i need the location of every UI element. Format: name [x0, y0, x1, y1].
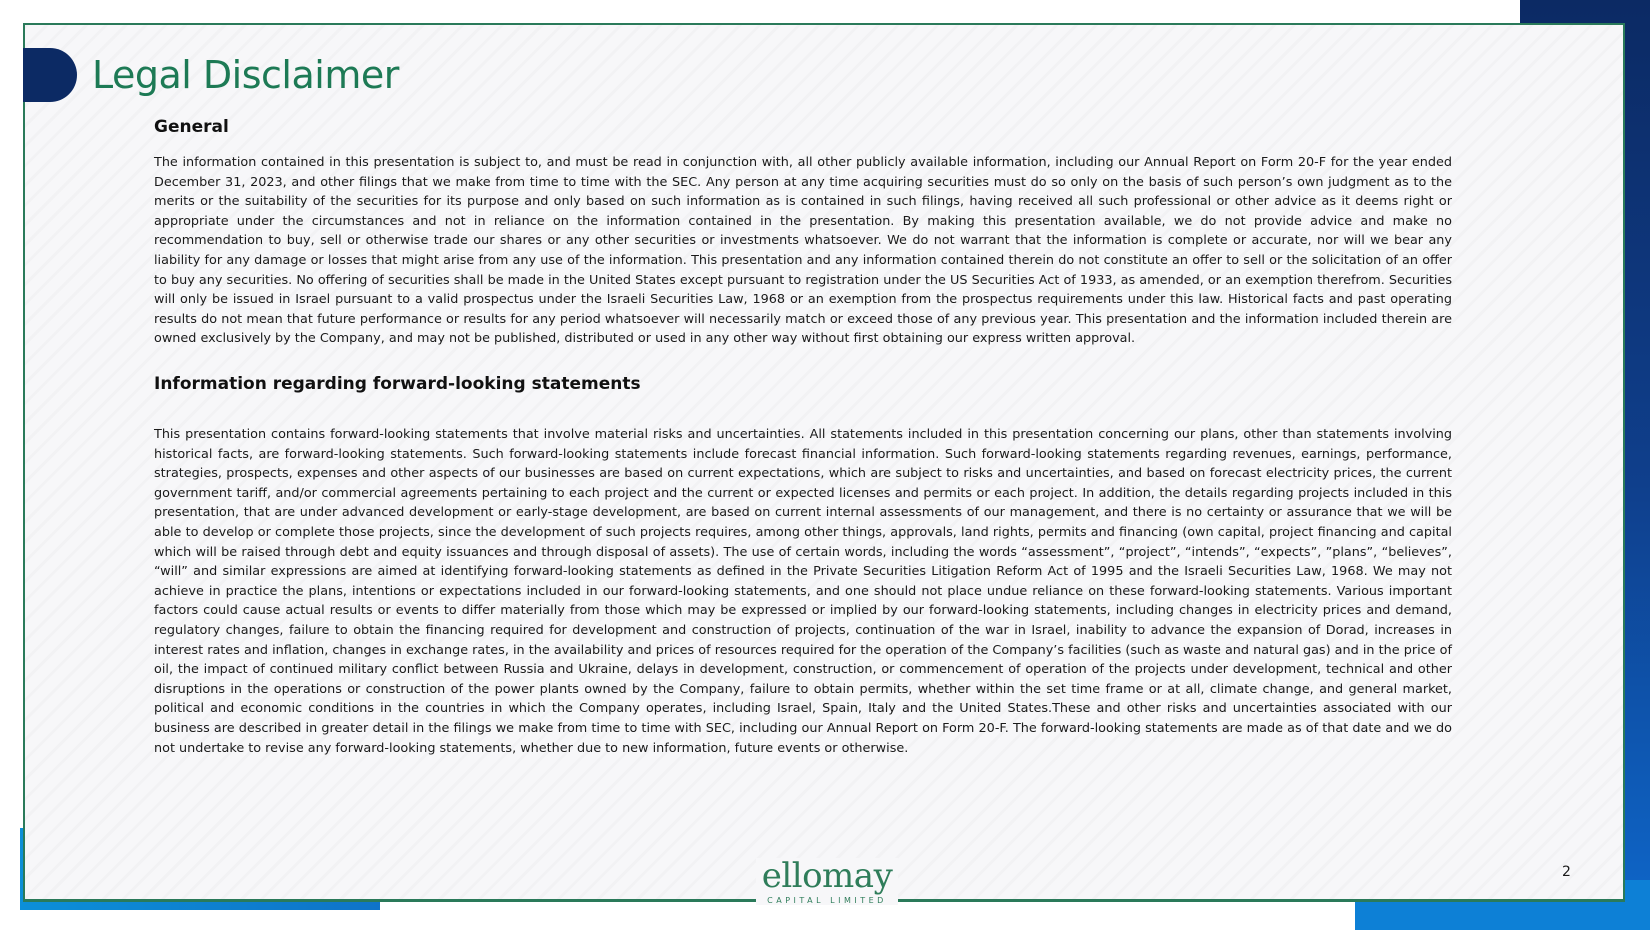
page-title: Legal Disclaimer: [92, 53, 399, 97]
section-heading-forward-looking: Information regarding forward-looking statements: [154, 374, 641, 394]
logo-subtext: CAPITAL LIMITED: [767, 896, 887, 905]
page-number: 2: [1562, 864, 1571, 880]
company-logo: [756, 858, 898, 905]
section-heading-general: General: [154, 117, 229, 137]
footer-divider-left: [23, 900, 756, 902]
logo-wordmark: ellomay: [761, 856, 893, 896]
section-body-forward-looking: This presentation contains forward-looking statements that involve material risks and uncertainties. All statements included in this presentation concerning our plans, other than statements involving historical facts, are forward-looking statements. Such forward-looking statements include forecast financial information. Such forward-looking statements regarding revenues, earnings, performance, strategies, prospects, expenses and other aspects of our businesses are based on current expectations, which are subject to risks and uncertainties, and based on forecast electricity prices, the current government tariff, and/or commercial agreements pertaining to each project and the current or expected licenses and permits or each project. In addition, the details regarding projects included in this presentation, that are under advanced development or early-stage development, are based on current internal assessments of our management, and there is no certainty or assurance that we will be able to develop or complete those projects, since the development of such projects requires, among other things, approvals, land rights, permits and financing (own capital, project financing and capital which will be raised through debt and equity issuances and through disposal of assets). The use of certain words, including the words “assessment”, “project”, “intends”, “expects”, ”plans”, “believes”, “will” and similar expressions are aimed at identifying forward-looking statements as defined in the Private Securities Litigation Reform Act of 1995 and the Israeli Securities Law, 1968. We may not achieve in practice the plans, intentions or expectations included in our forward-looking statements, and one should not place undue reliance on these forward-looking statements. Various important factors could cause actual results or events to differ materially from those which may be expressed or implied by our forward-looking statements, including changes in electricity prices and demand, regulatory changes, failure to obtain the financing required for development and construction of projects, continuation of the war in Israel, inability to advance the expansion of Dorad, increases in interest rates and inflation, changes in exchange rates, in the availability and prices of resources required for the operation of the Company’s facilities (such as waste and natural gas) and in the price of oil, the impact of continued military conflict between Russia and Ukraine, delays in development, construction, or commencement of operation of the projects under development, technical and other disruptions in the operations or construction of the power plants owned by the Company, failure to obtain permits, whether within the set time frame or at all, climate change, and general market, political and economic conditions in the countries in which the Company operates, including Israel, Spain, Italy and the United States.These and other risks and uncertainties associated with our business are described in greater detail in the filings we make from time to time with SEC, including our Annual Report on Form 20-F. The forward-looking statements are made as of that date and we do not undertake to revise any forward-looking statements, whether due to new information, future events or otherwise.: [154, 427, 1452, 756]
footer-divider-right: [898, 900, 1625, 902]
title-tab-marker: [23, 48, 77, 102]
section-body-general: The information contained in this presentation is subject to, and must be read in conjunction with, all other publicly available information, including our Annual Report on Form 20-F for the year ended December 31, 2023, and other filings that we make from time to time with the SEC. Any person at any time acquiring securities must do so only on the basis of such person’s own judgment as to the merits or the suitability of the securities for its purpose and only based on such information as is contained in such filings, having received all such professional or other advice as it deems right or appropriate under the circumstances and not in reliance on the information contained in the presentation. By making this presentation available, we do not provide advice and make no recommendation to buy, sell or otherwise trade our shares or any other securities or investments whatsoever. We do not warrant that the information is complete or accurate, nor will we bear any liability for any damage or losses that might arise from any use of the information. This presentation and any information contained therein do not constitute an offer to sell or the solicitation of an offer to buy any securities. No offering of securities shall be made in the United States except pursuant to registration under the US Securities Act of 1933, as amended, or an exemption therefrom. Securities will only be issued in Israel pursuant to a valid prospectus under the Israeli Securities Law, 1968 or an exemption from the prospectus requirements under this law. Historical facts and past operating results do not mean that future performance or results for any period whatsoever will necessarily match or exceed those of any previous year. This presentation and the information included therein are owned exclusively by the Company, and may not be published, distributed or used in any other way without first obtaining our express written approval.: [154, 155, 1452, 347]
